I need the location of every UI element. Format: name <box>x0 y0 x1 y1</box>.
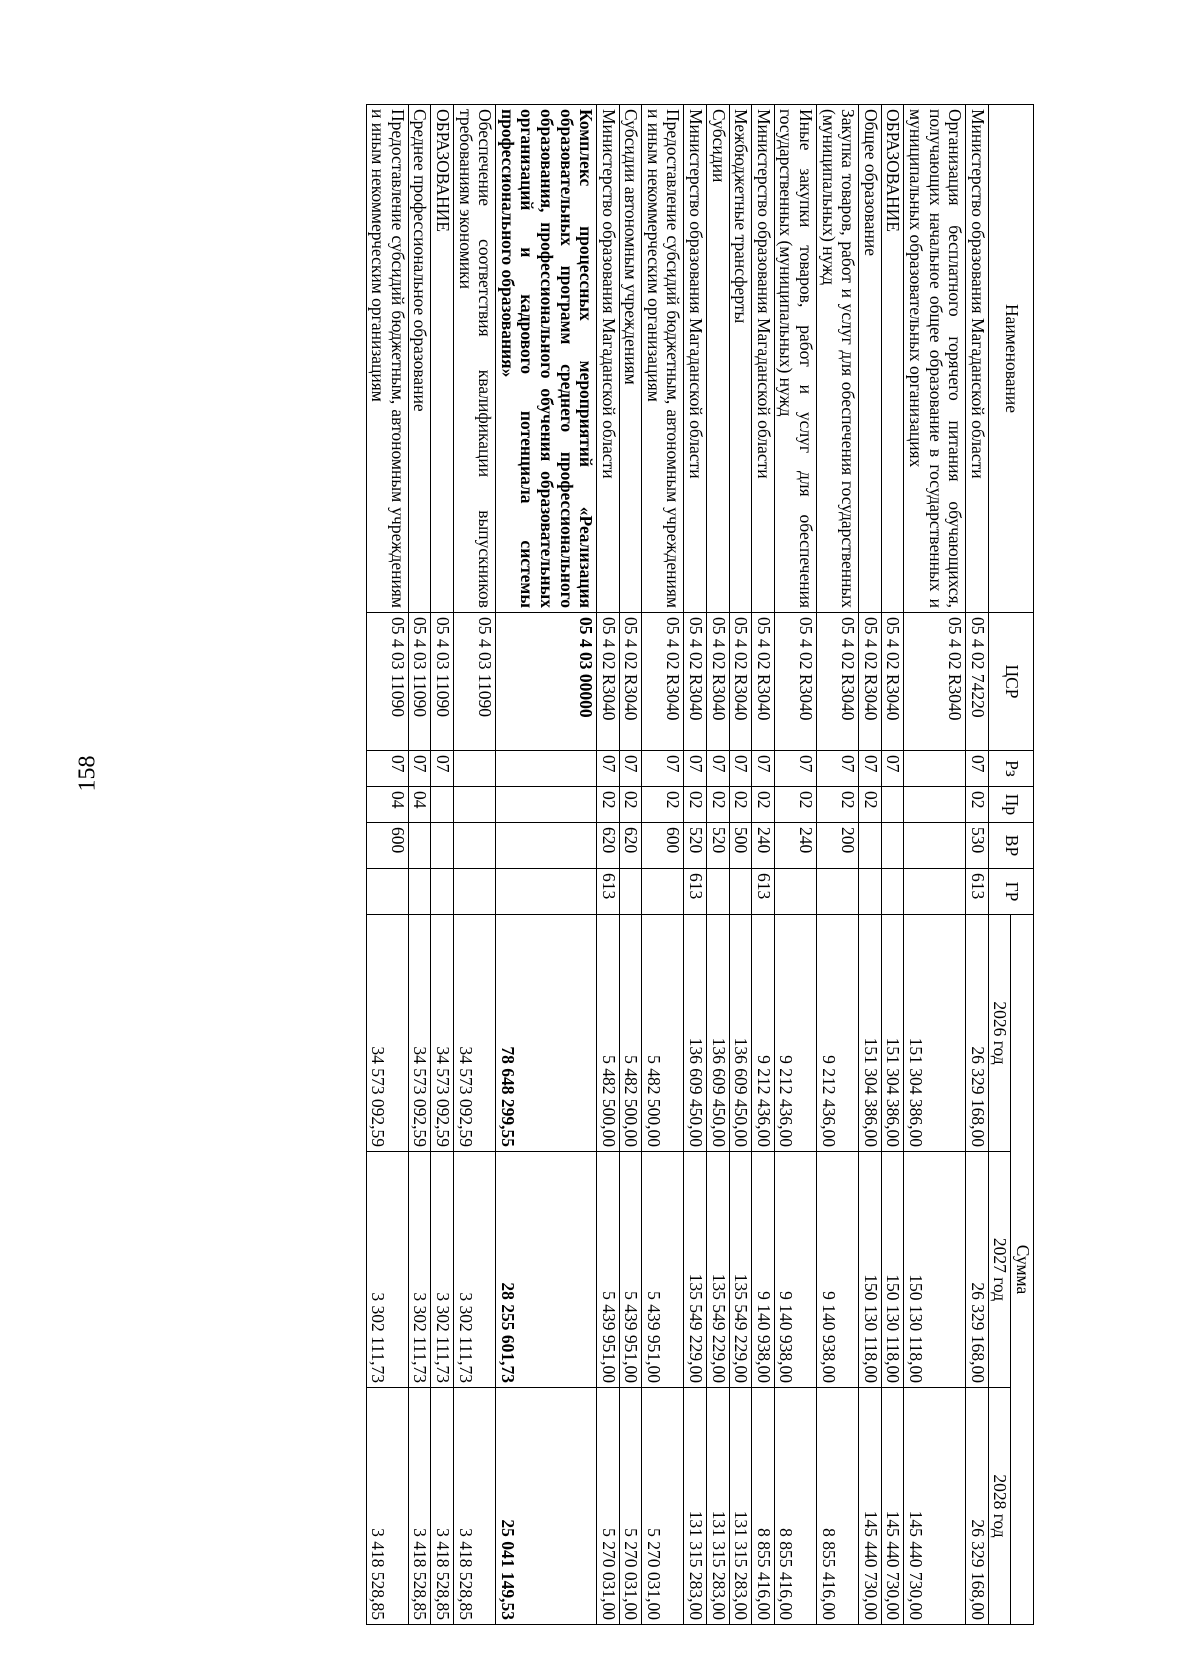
cell-vr <box>453 823 495 869</box>
cell-2028: 3 418 528,85 <box>431 1388 454 1625</box>
table-row <box>642 105 684 1625</box>
cell-rz: 07 <box>619 751 642 787</box>
cell-name: ОБРАЗОВАНИЕ <box>431 105 454 613</box>
cell-2028: 145 440 730,00 <box>904 1388 966 1625</box>
cell-pr: 04 <box>366 787 408 823</box>
cell-rz <box>496 751 597 787</box>
cell-name: Иные закупки товаров, работ и услуг для обеспечения государственных (муниципальных) нужд <box>774 105 816 613</box>
table-row <box>496 105 597 1625</box>
table-row <box>707 105 730 1625</box>
cell-vr: 520 <box>707 823 730 869</box>
cell-2026: 5 482 500,00 <box>597 915 620 1152</box>
cell-vr: 520 <box>684 823 707 869</box>
cell-name: Закупка товаров, работ и услуг для обеспечения государственных (муниципальных) нужд <box>817 105 859 613</box>
cell-pr: 02 <box>729 787 752 823</box>
cell-2026: 151 304 386,00 <box>859 915 882 1152</box>
cell-gr <box>904 869 966 915</box>
cell-2028: 3 418 528,85 <box>453 1388 495 1625</box>
cell-2027: 135 549 229,00 <box>707 1152 730 1388</box>
cell-rz: 07 <box>881 751 904 787</box>
cell-rz: 07 <box>366 751 408 787</box>
cell-2026: 9 212 436,00 <box>817 915 859 1152</box>
cell-gr <box>859 869 882 915</box>
cell-name: Обеспечение соответствия квалификации выпускников требованиям экономики <box>453 105 495 613</box>
cell-name: Министерство образования Магаданской области <box>752 105 775 613</box>
header-vr: ВР <box>988 823 1033 869</box>
cell-vr <box>408 823 431 869</box>
cell-2028: 8 855 416,00 <box>752 1388 775 1625</box>
cell-rz: 07 <box>642 751 684 787</box>
cell-2027: 3 302 111,73 <box>408 1152 431 1388</box>
cell-csr: 05 4 02 R3040 <box>817 613 859 751</box>
cell-2028: 5 270 031,00 <box>642 1388 684 1625</box>
cell-csr: 05 4 02 R3040 <box>707 613 730 751</box>
cell-pr: 02 <box>774 787 816 823</box>
cell-2027: 26 329 168,00 <box>966 1152 989 1388</box>
cell-2026: 136 609 450,00 <box>707 915 730 1152</box>
cell-gr: 613 <box>752 869 775 915</box>
cell-csr: 05 4 02 R3040 <box>859 613 882 751</box>
cell-2028: 8 855 416,00 <box>774 1388 816 1625</box>
cell-2028: 145 440 730,00 <box>881 1388 904 1625</box>
cell-2026: 9 212 436,00 <box>752 915 775 1152</box>
cell-2028: 5 270 031,00 <box>597 1388 620 1625</box>
header-sum: Сумма <box>1011 915 1034 1625</box>
cell-2028: 3 418 528,85 <box>366 1388 408 1625</box>
cell-rz: 07 <box>817 751 859 787</box>
table-row <box>966 105 989 1625</box>
cell-name: Комплекс процессных мероприятий «Реализация образовательных программ среднего профессионального образования, профессионального обучения образовательных организаций и кадрового потенциала системы профессионального образования» <box>496 105 597 613</box>
cell-name: Министерство образования Магаданской области <box>966 105 989 613</box>
cell-pr: 02 <box>859 787 882 823</box>
cell-2027: 9 140 938,00 <box>774 1152 816 1388</box>
cell-rz <box>453 751 495 787</box>
cell-vr: 600 <box>366 823 408 869</box>
cell-2028: 131 315 283,00 <box>729 1388 752 1625</box>
cell-csr: 05 4 02 R3040 <box>881 613 904 751</box>
cell-2028: 26 329 168,00 <box>966 1388 989 1625</box>
header-name: Наименование <box>988 105 1033 613</box>
cell-2026: 136 609 450,00 <box>684 915 707 1152</box>
cell-2028: 131 315 283,00 <box>684 1388 707 1625</box>
cell-pr: 02 <box>752 787 775 823</box>
cell-name: Организация бесплатного горячего питания обучающихся, получающих начальное общее образование в государственных и муниципальных образовательных организациях <box>904 105 966 613</box>
table-row <box>859 105 882 1625</box>
cell-csr: 05 4 02 R3040 <box>597 613 620 751</box>
cell-rz: 07 <box>707 751 730 787</box>
cell-pr <box>431 787 454 823</box>
cell-csr: 05 4 02 R3040 <box>904 613 966 751</box>
cell-csr: 05 4 03 00000 <box>496 613 597 751</box>
table-row <box>408 105 431 1625</box>
table-row <box>752 105 775 1625</box>
table-row <box>453 105 495 1625</box>
rotated-table-container <box>162 104 1034 1624</box>
cell-csr: 05 4 02 R3040 <box>619 613 642 751</box>
cell-vr <box>859 823 882 869</box>
table-body <box>366 105 988 1625</box>
cell-gr <box>431 869 454 915</box>
cell-2027: 9 140 938,00 <box>817 1152 859 1388</box>
cell-rz: 07 <box>597 751 620 787</box>
header-rz: Рз <box>988 751 1033 787</box>
cell-vr: 240 <box>774 823 816 869</box>
cell-2026: 34 573 092,59 <box>408 915 431 1152</box>
cell-2026: 26 329 168,00 <box>966 915 989 1152</box>
cell-vr: 240 <box>752 823 775 869</box>
cell-rz: 07 <box>408 751 431 787</box>
header-2027: 2027 год <box>988 1152 1011 1388</box>
cell-csr: 05 4 03 11090 <box>431 613 454 751</box>
cell-rz: 07 <box>684 751 707 787</box>
cell-gr <box>366 869 408 915</box>
cell-pr: 02 <box>597 787 620 823</box>
budget-table <box>366 104 1034 1625</box>
cell-2027: 3 302 111,73 <box>453 1152 495 1388</box>
cell-name: ОБРАЗОВАНИЕ <box>881 105 904 613</box>
cell-vr: 500 <box>729 823 752 869</box>
cell-2028: 3 418 528,85 <box>408 1388 431 1625</box>
cell-2028: 5 270 031,00 <box>619 1388 642 1625</box>
cell-csr: 05 4 03 11090 <box>366 613 408 751</box>
cell-gr: 613 <box>684 869 707 915</box>
cell-pr <box>496 787 597 823</box>
header-gr: ГР <box>988 869 1033 915</box>
cell-pr <box>904 787 966 823</box>
cell-2027: 3 302 111,73 <box>366 1152 408 1388</box>
cell-rz: 07 <box>774 751 816 787</box>
cell-2027: 3 302 111,73 <box>431 1152 454 1388</box>
cell-name: Субсидии <box>707 105 730 613</box>
cell-2026: 5 482 500,00 <box>642 915 684 1152</box>
table-row <box>774 105 816 1625</box>
table-row <box>597 105 620 1625</box>
cell-2027: 9 140 938,00 <box>752 1152 775 1388</box>
cell-gr: 613 <box>966 869 989 915</box>
cell-pr: 02 <box>707 787 730 823</box>
table-row <box>366 105 408 1625</box>
cell-pr: 02 <box>817 787 859 823</box>
header-2026: 2026 год <box>988 915 1011 1152</box>
cell-rz <box>904 751 966 787</box>
table-row <box>817 105 859 1625</box>
cell-gr <box>453 869 495 915</box>
cell-csr: 05 4 02 R3040 <box>774 613 816 751</box>
cell-2027: 5 439 951,00 <box>597 1152 620 1388</box>
cell-name: Предоставление субсидий бюджетным, автономным учреждениям и иным некоммерческим организациям <box>366 105 408 613</box>
cell-csr: 05 4 02 R3040 <box>684 613 707 751</box>
cell-vr <box>904 823 966 869</box>
cell-name: Субсидии автономным учреждениям <box>619 105 642 613</box>
cell-vr: 620 <box>619 823 642 869</box>
cell-gr <box>707 869 730 915</box>
cell-name: Межбюджетные трансферты <box>729 105 752 613</box>
cell-rz: 07 <box>431 751 454 787</box>
cell-rz: 07 <box>752 751 775 787</box>
cell-pr: 04 <box>408 787 431 823</box>
cell-pr <box>453 787 495 823</box>
cell-csr: 05 4 02 R3040 <box>729 613 752 751</box>
cell-rz: 07 <box>966 751 989 787</box>
cell-gr <box>642 869 684 915</box>
cell-csr: 05 4 02 R3040 <box>752 613 775 751</box>
cell-vr: 600 <box>642 823 684 869</box>
cell-2026: 34 573 092,59 <box>453 915 495 1152</box>
cell-vr: 200 <box>817 823 859 869</box>
cell-gr <box>774 869 816 915</box>
header-pr: Пр <box>988 787 1033 823</box>
cell-csr: 05 4 02 R3040 <box>642 613 684 751</box>
cell-csr: 05 4 03 11090 <box>453 613 495 751</box>
table-row <box>881 105 904 1625</box>
cell-name: Министерство образования Магаданской области <box>684 105 707 613</box>
cell-2026: 151 304 386,00 <box>904 915 966 1152</box>
cell-2027: 150 130 118,00 <box>904 1152 966 1388</box>
cell-rz: 07 <box>729 751 752 787</box>
cell-gr <box>496 869 597 915</box>
cell-vr <box>431 823 454 869</box>
cell-2027: 150 130 118,00 <box>859 1152 882 1388</box>
cell-2028: 145 440 730,00 <box>859 1388 882 1625</box>
table-row <box>729 105 752 1625</box>
cell-vr: 530 <box>966 823 989 869</box>
cell-gr <box>408 869 431 915</box>
cell-vr <box>881 823 904 869</box>
cell-pr <box>881 787 904 823</box>
cell-name: Предоставление субсидий бюджетным, автономным учреждениям и иным некоммерческим организациям <box>642 105 684 613</box>
cell-rz: 07 <box>859 751 882 787</box>
cell-2027: 135 549 229,00 <box>684 1152 707 1388</box>
header-csr: ЦСР <box>988 613 1033 751</box>
cell-name: Среднее профессиональное образование <box>408 105 431 613</box>
cell-pr: 02 <box>642 787 684 823</box>
cell-gr <box>619 869 642 915</box>
cell-pr: 02 <box>619 787 642 823</box>
cell-name: Министерство образования Магаданской области <box>597 105 620 613</box>
cell-2026: 34 573 092,59 <box>366 915 408 1152</box>
table-row <box>904 105 966 1625</box>
cell-2026: 34 573 092,59 <box>431 915 454 1152</box>
cell-name: Общее образование <box>859 105 882 613</box>
cell-vr: 620 <box>597 823 620 869</box>
page-number: 158 <box>74 755 101 792</box>
cell-gr <box>881 869 904 915</box>
cell-2028: 25 041 149,53 <box>496 1388 597 1625</box>
cell-2027: 135 549 229,00 <box>729 1152 752 1388</box>
cell-gr <box>817 869 859 915</box>
cell-vr <box>496 823 597 869</box>
cell-csr: 05 4 03 11090 <box>408 613 431 751</box>
cell-pr: 02 <box>684 787 707 823</box>
cell-2026: 78 648 299,55 <box>496 915 597 1152</box>
cell-2028: 131 315 283,00 <box>707 1388 730 1625</box>
table-row <box>431 105 454 1625</box>
cell-2027: 28 255 601,73 <box>496 1152 597 1388</box>
header-2028: 2028 год <box>988 1388 1011 1625</box>
cell-2026: 5 482 500,00 <box>619 915 642 1152</box>
table-row <box>684 105 707 1625</box>
cell-2026: 9 212 436,00 <box>774 915 816 1152</box>
cell-2026: 136 609 450,00 <box>729 915 752 1152</box>
cell-2026: 151 304 386,00 <box>881 915 904 1152</box>
cell-gr <box>729 869 752 915</box>
cell-gr: 613 <box>597 869 620 915</box>
cell-pr: 02 <box>966 787 989 823</box>
table-row <box>619 105 642 1625</box>
cell-2028: 8 855 416,00 <box>817 1388 859 1625</box>
cell-2027: 5 439 951,00 <box>619 1152 642 1388</box>
cell-csr: 05 4 02 74220 <box>966 613 989 751</box>
cell-2027: 5 439 951,00 <box>642 1152 684 1388</box>
cell-2027: 150 130 118,00 <box>881 1152 904 1388</box>
